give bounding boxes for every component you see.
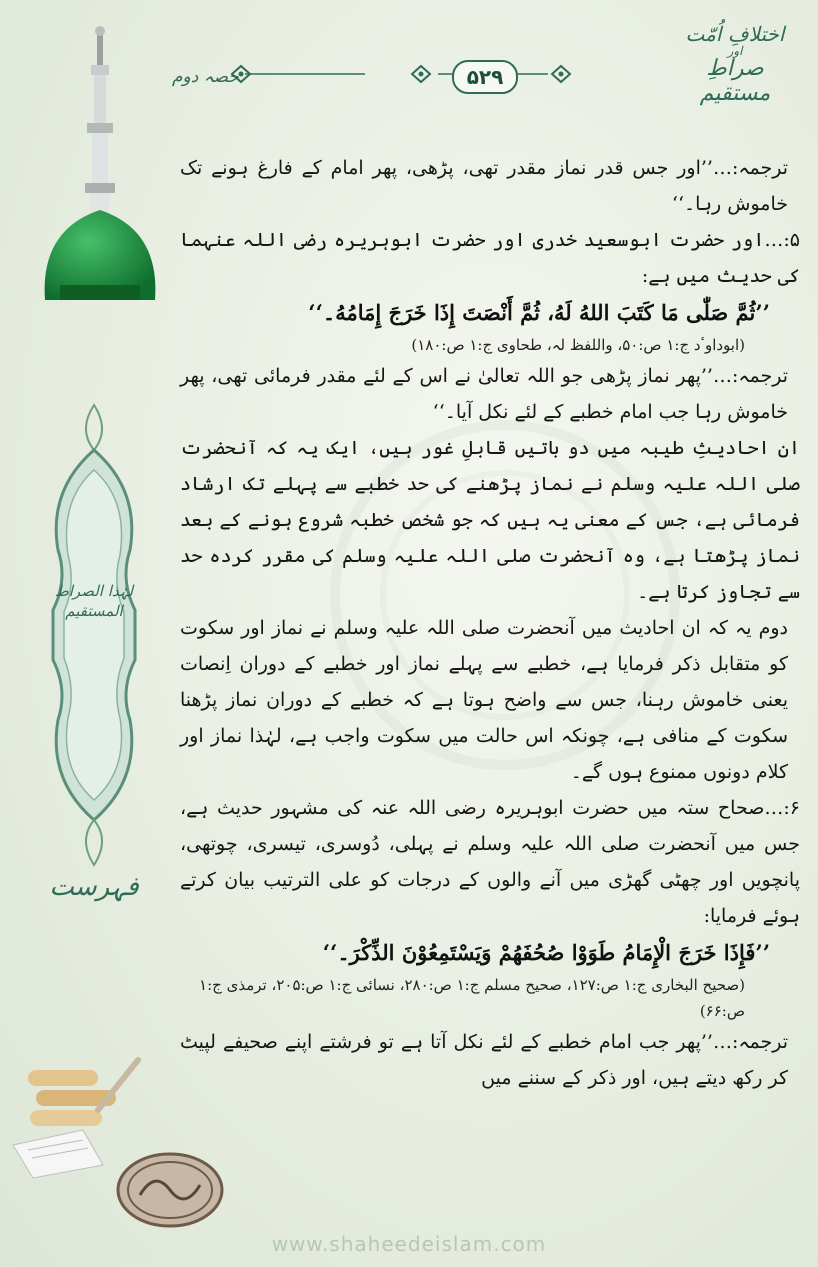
paragraph: ترجمہ:…’’پھر جب امام خطبے کے لئے نکل آتا ہے تو فرشتے اپنے صحیفے لپیٹ کر رکھ دیتے ہیں، اور ذکر کے سننے میں [180,1031,788,1089]
index-link[interactable]: فہرست [49,872,139,902]
page-number: ۵۲۹ [452,60,518,94]
book-title-logo: اختلافِ اُمّت اور صراطِ مستقیم [685,22,785,106]
section-label: حصہ دوم [172,67,239,87]
paragraph: ترجمہ:…’’اور جس قدر نماز مقدر تھی، پڑھی، پھر امام کے فارغ ہونے تک خاموش رہا۔‘‘ [180,157,788,215]
paragraph: ان احادیثِ طیبہ میں دو باتیں قابلِ غور ہیں، ایک یہ کہ آنحضرت صلی اللہ علیہ وسلم نے نماز پڑھنے کی حد خطبے سے پہلے تک ارشاد فرمائی ہے، جس کے معنی یہ ہیں کہ جو شخص خطبہ شروع ہونے کے بعد نماز پڑھتا ہے، وہ آنحضرت صلی اللہ علیہ وسلم کی مقرر کردہ حد سے تجاوز کرتا ہے۔ [180,437,800,603]
mosque-dome-icon [25,15,175,300]
paragraph: ترجمہ:…’’پھر نماز پڑھی جو اللہ تعالیٰ نے اس کے لئے مقدر فرمائی تھی، پھر خاموش رہا جب امام خطبے کے لئے نکل آیا۔‘‘ [180,365,788,423]
paragraph: ۵:…اور حضرت ابوسعید خدری اور حضرت ابوہریرہ رضی اللہ عنہما کی حدیث میں ہے: [180,229,800,287]
author-seal-stamp [115,1150,225,1230]
reference-citation: (صحیح البخاری ج:۱ ص:۱۲۷، صحیح مسلم ج:۱ ص:۲۸۰، نسائی ج:۱ ص:۲۰۵، ترمذی ج:۱ ص:۶۶) [199,976,745,1020]
decorative-panel [40,400,148,870]
page-content [180,150,800,1096]
website-url: www.shaheedeislam.com [271,1232,547,1256]
arabic-quote: ’’فَإِذَا خَرَجَ الْإِمَامُ طَوَوْا صُحُفَهُمْ وَيَسْتَمِعُوْنَ الذِّكْرَ۔‘‘ [322,940,770,965]
ornament-icon [550,64,572,84]
paragraph: دوم یہ کہ ان احادیث میں آنحضرت صلی اللہ علیہ وسلم نے نماز اور سکوت کو متقابل ذکر فرمایا ہے، خطبے سے پہلے نماز اور خطبے کے دوران اِنصات یعنی خاموش رہنا، جس سے واضح ہوتا ہے کہ خطبے کے دوران نماز پڑھنا سکوت کے منافی ہے، چونکہ اس حالت میں سکوت واجب ہے، لہٰذا نماز اور کلام دونوں ممنوع ہوں گے۔ [180,617,788,783]
header-ornament-strip [170,60,630,88]
panel-calligraphy: لہٰذا الصراط المستقیم [54,582,134,620]
ornament-icon [410,64,432,84]
arabic-quote: ’’ثُمَّ صَلّٰی مَا کَتَبَ اللهُ لَهُ، ثُمَّ أَنْصَتَ إِذَا خَرَجَ إِمَامُهُ۔‘‘ [308,300,770,325]
reference-citation: (ابوداوٴد ج:۱ ص:۵۰، واللفظ لہ، طحاوی ج:۱ ص:۱۸۰) [411,336,745,354]
paragraph: ۶:…صحاح ستہ میں حضرت ابوہریرہ رضی اللہ عنہ کی مشہور حدیث ہے، جس میں آنحضرت صلی اللہ علیہ وسلم نے پہلی، دُوسری، تیسری، چوتھی، پانچویں اور چھٹی گھڑی میں آنے والوں کے درجات کو علی الترتیب بیان کرتے ہوئے فرمایا: [180,797,800,927]
